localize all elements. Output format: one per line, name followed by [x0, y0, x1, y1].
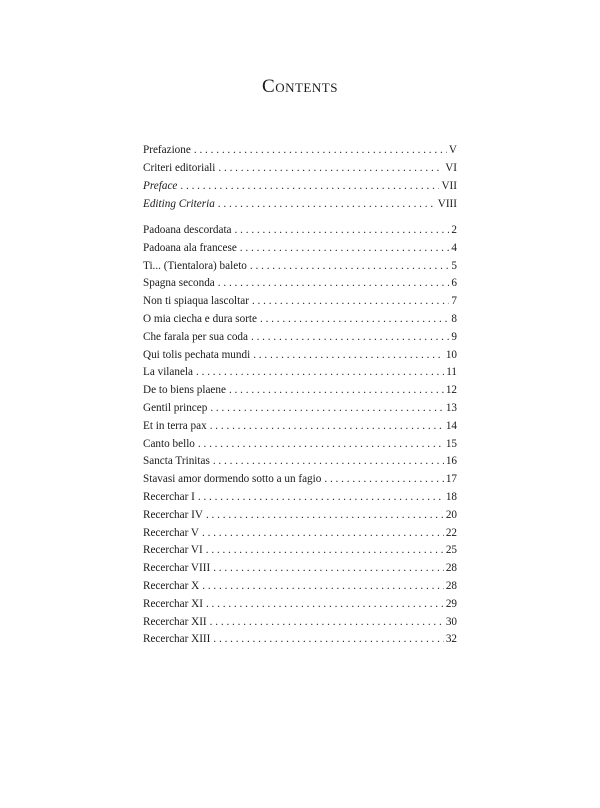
toc-entry [143, 258, 457, 276]
toc-entry-page: 6 [451, 277, 457, 290]
dot-leader [213, 631, 443, 649]
toc-entry-title: De to biens plaene [143, 384, 226, 397]
dot-leader [196, 364, 444, 382]
toc-entry-page: 13 [445, 401, 457, 414]
toc-entry-title: Canto bello [143, 437, 195, 450]
toc-entry [143, 596, 457, 614]
toc-entry-title: Et in terra pax [143, 419, 207, 432]
toc-entry [143, 453, 457, 471]
toc-entry-page: 20 [445, 508, 457, 521]
toc-entry-title: Recerchar VI [143, 544, 203, 557]
toc-entry [143, 311, 457, 329]
dot-leader [213, 560, 444, 578]
dot-leader [206, 507, 444, 525]
toc-entry-page: 22 [445, 526, 457, 539]
toc-entry [143, 525, 457, 543]
toc-entry [143, 418, 457, 436]
toc-entry [143, 578, 457, 596]
toc-entry [143, 178, 457, 196]
dot-leader [198, 489, 444, 507]
toc-entry-title: Recerchar X [143, 579, 200, 592]
toc-entry-page: 8 [451, 312, 457, 325]
dot-leader [180, 178, 439, 196]
toc-entry-page: VI [445, 161, 457, 174]
toc-entry [143, 142, 457, 160]
toc-entry-page: 12 [445, 384, 457, 397]
toc-entry-page: 16 [445, 455, 457, 468]
toc-entry [143, 614, 457, 632]
dot-leader [202, 525, 444, 543]
dot-leader [206, 596, 444, 614]
toc-entry [143, 560, 457, 578]
dot-leader [194, 142, 447, 160]
dot-leader [198, 436, 444, 454]
dot-leader [260, 311, 449, 329]
dot-leader [240, 240, 450, 258]
dot-leader [229, 382, 444, 400]
toc-entry [143, 542, 457, 560]
toc-group-pieces [143, 222, 457, 649]
dot-leader [218, 196, 436, 214]
toc-entry-title: Recerchar V [143, 526, 200, 539]
dot-leader [213, 453, 444, 471]
toc-entry-page: 2 [451, 224, 457, 236]
toc-entry-title: Gentil princep [143, 401, 208, 414]
toc-entry-page: 30 [445, 615, 457, 628]
dot-leader [210, 418, 444, 436]
toc-entry-title: Padoana ala francese [143, 241, 237, 254]
dot-leader [252, 293, 449, 311]
toc-entry-page: VII [441, 180, 457, 192]
toc-entry [143, 329, 457, 347]
toc-entry [143, 382, 457, 400]
toc-entry-title: Stavasi amor dormendo sotto a un fagio [143, 473, 322, 486]
toc-group-italian-front-matter [143, 142, 457, 178]
toc-entry-page: 18 [445, 490, 457, 503]
toc-entry [143, 489, 457, 507]
toc-entry [143, 222, 457, 240]
toc-entry-page: 11 [446, 366, 457, 379]
toc-entry [143, 364, 457, 382]
toc-entry [143, 400, 457, 418]
toc-entry-title: Editing Criteria [143, 197, 215, 210]
dot-leader [235, 222, 450, 240]
dot-leader [250, 258, 450, 276]
toc-entry-page: 25 [445, 544, 457, 557]
toc-entry-page: 32 [445, 633, 457, 646]
toc-entry-title: Recerchar XI [143, 597, 203, 610]
toc-entry-page: 9 [451, 330, 457, 343]
toc-entry-title: Spagna seconda [143, 277, 215, 290]
toc-group-english-front-matter [143, 178, 457, 214]
toc-entry-page: 15 [445, 437, 457, 450]
toc-entry [143, 240, 457, 258]
toc-entry-title: Che farala per sua coda [143, 330, 248, 343]
toc-entry-page: 29 [445, 597, 457, 610]
toc-entry-title: O mia ciecha e dura sorte [143, 312, 257, 325]
toc-entry-page: 14 [445, 419, 457, 432]
toc-entry [143, 196, 457, 214]
toc-entry-page: 7 [451, 295, 457, 308]
toc-entry-title: Recerchar VIII [143, 562, 211, 575]
dot-leader [324, 471, 443, 489]
toc-entry-title: Recerchar XIII [143, 633, 211, 646]
dot-leader [253, 347, 444, 365]
toc-entry-title: Recerchar XII [143, 615, 207, 628]
toc-entry-page: V [448, 144, 457, 156]
toc-entry-title: Padoana descordata [143, 224, 232, 236]
dot-leader [210, 614, 444, 632]
toc-entry-title: Qui tolis pechata mundi [143, 348, 251, 361]
toc-entry [143, 160, 457, 178]
toc-entry-title: Recerchar I [143, 490, 195, 503]
toc-entry-title: Preface [143, 180, 178, 192]
toc-entry [143, 631, 457, 649]
dot-leader [206, 542, 444, 560]
toc-entry [143, 347, 457, 365]
page-title: Contents [262, 76, 338, 97]
toc-entry [143, 436, 457, 454]
toc-entry-page: 10 [445, 348, 457, 361]
toc-entry-page: 28 [445, 562, 457, 575]
toc-entry [143, 275, 457, 293]
toc-entry-page: VIII [437, 197, 457, 210]
toc-entry [143, 471, 457, 489]
dot-leader [218, 275, 450, 293]
toc-entry [143, 507, 457, 525]
toc-entry [143, 293, 457, 311]
toc-entry-title: La vilanela [143, 366, 194, 379]
toc-entry-page: 4 [451, 241, 457, 254]
toc-entry-page: 17 [445, 473, 457, 486]
dot-leader [251, 329, 449, 347]
toc-entry-title: Prefazione [143, 144, 191, 156]
toc-entry-title: Non ti spiaqua lascoltar [143, 295, 249, 308]
toc-entry-title: Ti... (Tientalora) baleto [143, 259, 247, 272]
toc-entry-title: Sancta Trinitas [143, 455, 210, 468]
dot-leader [210, 400, 444, 418]
toc-entry-page: 5 [451, 259, 457, 272]
toc-entry-title: Recerchar IV [143, 508, 203, 521]
toc-entry-title: Criteri editoriali [143, 161, 216, 174]
dot-leader [202, 578, 444, 596]
dot-leader [218, 160, 443, 178]
toc-entry-page: 28 [445, 579, 457, 592]
